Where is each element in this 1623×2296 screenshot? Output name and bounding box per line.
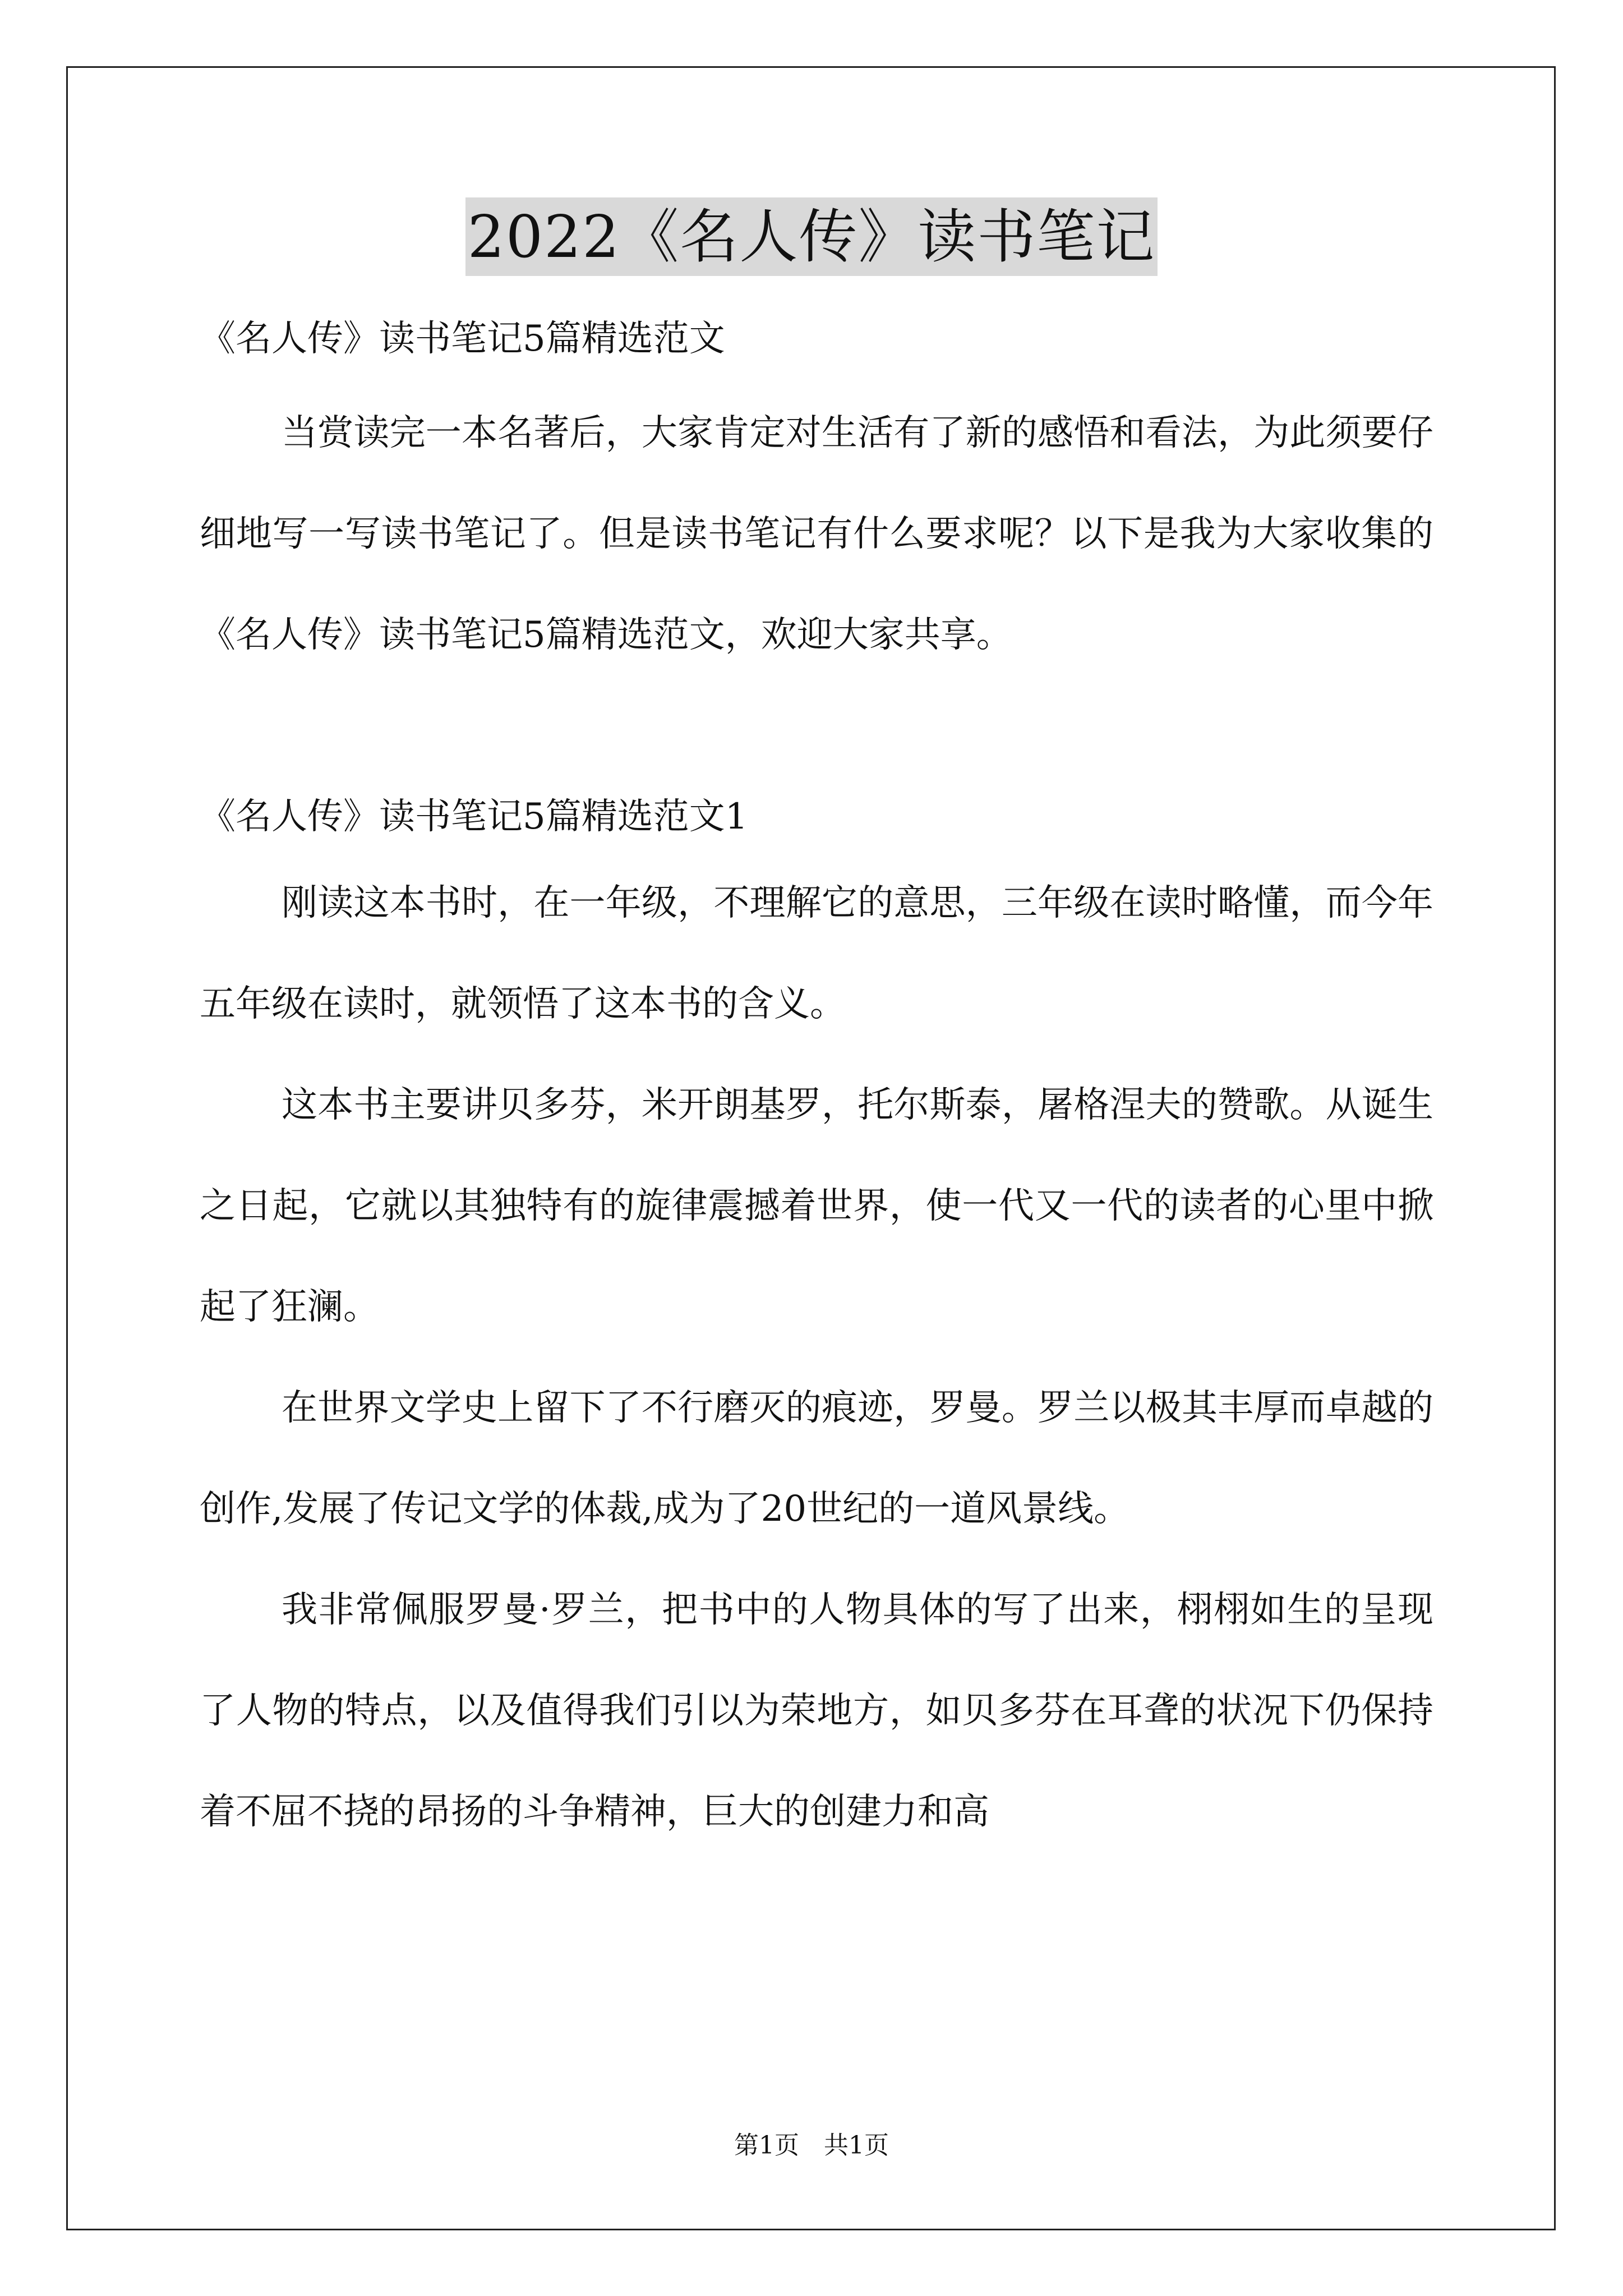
document-subheading: 《名人传》读书笔记5篇精选范文 bbox=[200, 318, 725, 360]
section-heading: 《名人传》读书笔记5篇精选范文1 bbox=[200, 796, 748, 838]
body-paragraph-2: 这本书主要讲贝多芬，米开朗基罗，托尔斯泰，屠格涅夫的赞歌。从诞生之日起，它就以其独特有的旋律震撼着世界，使一代又一代的读者的心里中掀起了狂澜。 bbox=[200, 1084, 1433, 1328]
title-container bbox=[0, 197, 1623, 276]
body-paragraph-4: 我非常佩服罗曼·罗兰，把书中的人物具体的写了出来，栩栩如生的呈现了人物的特点，以及值得我们引以为荣地方，如贝多芬在耳聋的状况下仍保持着不屈不挠的昂扬的斗争精神，巨大的创建力和高 bbox=[200, 1589, 1433, 1833]
document-title: 2022《名人传》读书笔记 bbox=[465, 197, 1158, 276]
page-footer: 第1页 共1页 bbox=[734, 2131, 889, 2160]
intro-paragraph: 当赏读完一本名著后，大家肯定对生活有了新的感悟和看法，为此须要仔细地写一写读书笔记了。但是读书笔记有什么要求呢？以下是我为大家收集的《名人传》读书笔记5篇精选范文，欢迎大家共享。 bbox=[200, 412, 1433, 656]
body-paragraph-1: 刚读这本书时，在一年级，不理解它的意思，三年级在读时略懂，而今年五年级在读时，就领悟了这本书的含义。 bbox=[200, 882, 1433, 1025]
body-paragraph-3: 在世界文学史上留下了不行磨灭的痕迹，罗曼。罗兰以极其丰厚而卓越的创作,发展了传记文学的体裁,成为了20世纪的一道风景线。 bbox=[200, 1387, 1433, 1530]
document-body bbox=[200, 292, 1433, 1862]
